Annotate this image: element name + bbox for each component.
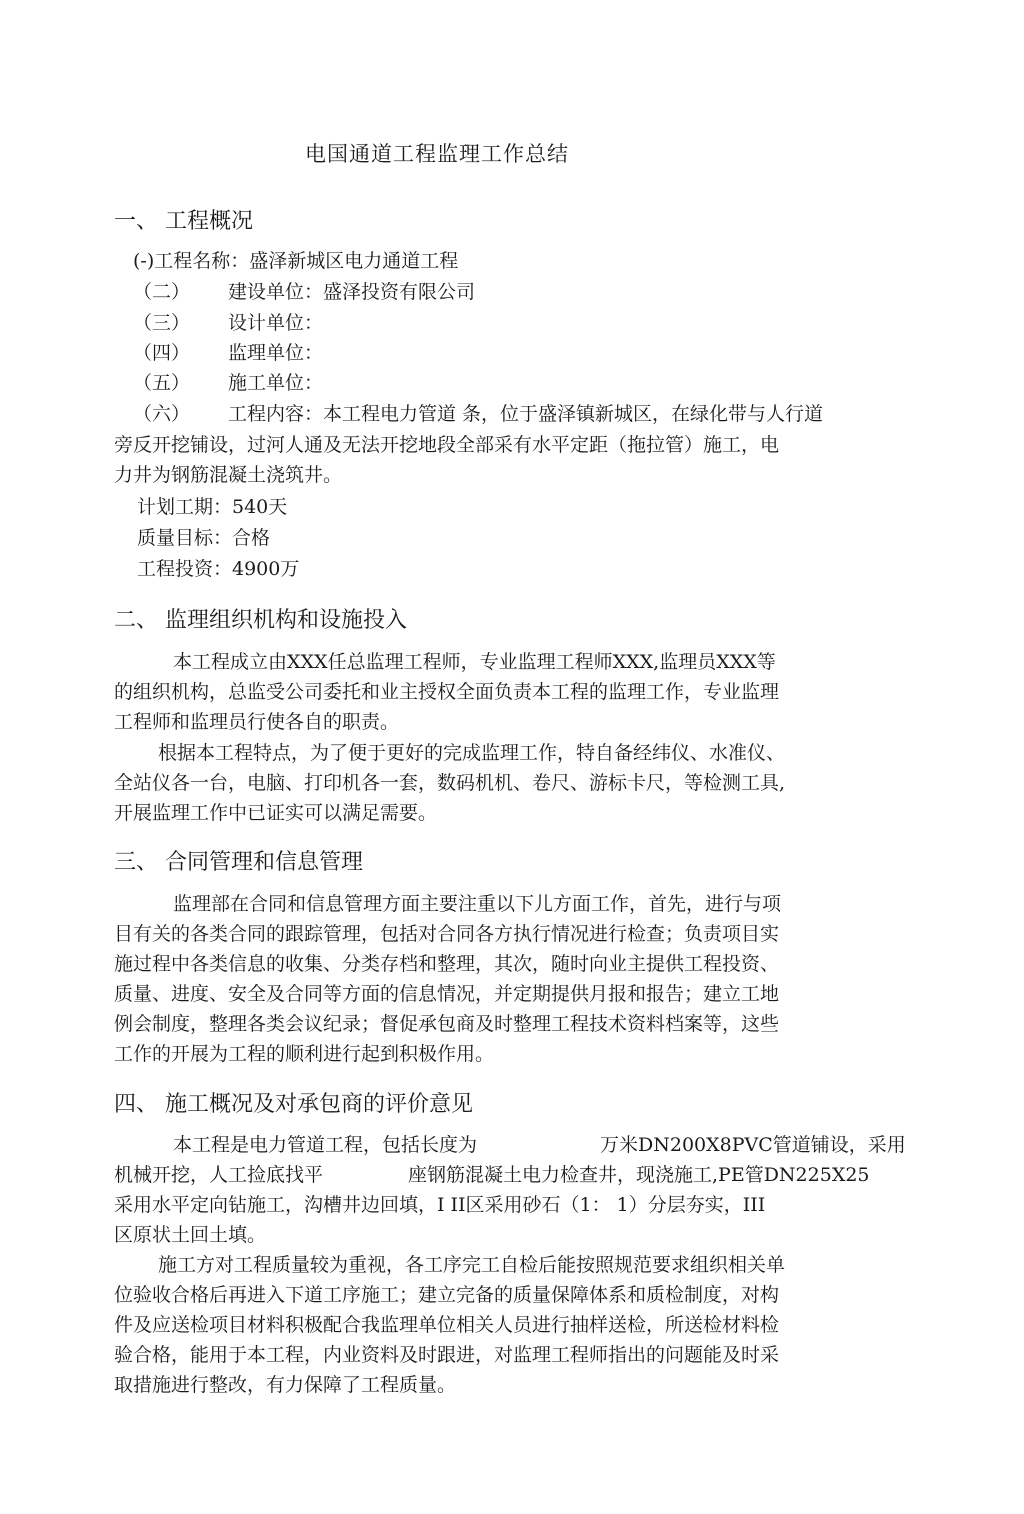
item-text: 建设单位：盛泽投资有限公司 (228, 281, 476, 303)
item-project-name: (-)工程名称：盛泽新城区电力通道工程 (133, 250, 459, 272)
paragraph-line: 开展监理工作中已证实可以满足需要。 (114, 802, 438, 824)
paragraph-line: 质量、进度、安全及合同等方面的信息情况，并定期提供月报和报告；建立工地 (114, 983, 780, 1005)
item-supervisor (133, 339, 323, 367)
quality-target: 质量目标：合格 (137, 527, 271, 549)
section-heading-1: 一、 工程概况 (114, 209, 253, 234)
section-heading-4: 四、 施工概况及对承包商的评价意见 (114, 1092, 473, 1117)
paragraph-line: 全站仪各一台，电脑、打印机各一套，数码机机、卷尺、游标卡尺，等检测工具, (114, 772, 786, 794)
item-number: （五） (133, 372, 191, 394)
item-designer (133, 309, 323, 337)
paragraph-line: 监理部在合同和信息管理方面主要注重以下儿方面工作，首先，进行与项 (173, 893, 782, 915)
section-heading-3: 三、 合同管理和信息管理 (114, 850, 363, 875)
item-number: （三） (133, 312, 191, 334)
paragraph-line: 工作的开展为工程的顺利进行起到积极作用。 (114, 1043, 495, 1065)
section-heading-2: 二、 监理组织机构和设施投入 (114, 608, 407, 633)
item-contractor (133, 369, 323, 397)
item-text: 施工单位： (228, 372, 324, 394)
item-number: （四） (133, 342, 191, 364)
paragraph-line: 采用水平定向钻施工，沟槽井边回填，I II区采用砂石（1： 1）分层夯实，III (114, 1194, 766, 1216)
project-investment: 工程投资：4900万 (137, 558, 300, 580)
paragraph-line: 取措施进行整改，有力保障了工程质量。 (114, 1374, 457, 1396)
planned-duration: 计划工期：540天 (137, 496, 288, 518)
paragraph-line: 验合格，能用于本工程，内业资料及时跟进，对监理工程师指出的问题能及时采 (114, 1344, 780, 1366)
paragraph-line: 目有关的各类合同的跟踪管理，包括对合同各方执行情况进行检查；负责项目实 (114, 923, 780, 945)
item-text: 监理单位： (228, 342, 324, 364)
document-title: 电国通道工程监理工作总结 (305, 142, 569, 166)
paragraph-line: 例会制度，整理各类会议纪录；督促承包商及时整理工程技术资料档案等，这些 (114, 1013, 780, 1035)
paragraph-line: 机械开挖，人工捡底找平 (114, 1164, 324, 1186)
item-number: （二） (133, 281, 191, 303)
paragraph-line: 本工程成立由XXX任总监理工程师，专业监理工程师XXX,监理员XXX等 (173, 651, 776, 673)
item-text: 设计单位： (228, 312, 324, 334)
paragraph-line: 本工程是电力管道工程，包括长度为 (173, 1134, 478, 1156)
paragraph-line: 施过程中各类信息的收集、分类存档和整理，其次，随时向业主提供工程投资、 (114, 953, 780, 975)
paragraph-line: 位验收合格后再进入下道工序施工；建立完备的质量保障体系和质检制度，对构 (114, 1284, 780, 1306)
paragraph-line: 件及应送检项目材料积极配合我监理单位相关人员进行抽样送检，所送检材料检 (114, 1314, 780, 1336)
paragraph-line: 区原状土回土填。 (114, 1224, 267, 1246)
paragraph-line: 座钢筋混凝土电力检查井，现浇施工,PE管DN225X25 (408, 1164, 870, 1186)
item-text: 工程内容：本工程电力管道 条，位于盛泽镇新城区，在绿化带与人行道 (228, 403, 824, 425)
paragraph-line: 的组织机构，总监受公司委托和业主授权全面负责本工程的监理工作，专业监理 (114, 681, 780, 703)
item-number: （六） (133, 403, 191, 425)
paragraph-line: 施工方对工程质量较为重视，各工序完工自检后能按照规范要求组织相关单 (158, 1254, 786, 1276)
item-content (133, 400, 823, 428)
text-line: 力井为钢筋混凝土浇筑井。 (114, 464, 343, 486)
paragraph-line: 根据本工程特点，为了便于更好的完成监理工作，特自备经纬仪、水准仪、 (158, 742, 786, 764)
text-line: 旁反开挖铺设，过河人通及无法开挖地段全部采有水平定距（拖拉管）施工，电 (114, 434, 780, 456)
item-builder (133, 278, 475, 306)
paragraph-line: 工程师和监理员行使各自的职责。 (114, 711, 400, 733)
paragraph-line: 万米DN200X8PVC管道铺设，采用 (600, 1134, 906, 1156)
